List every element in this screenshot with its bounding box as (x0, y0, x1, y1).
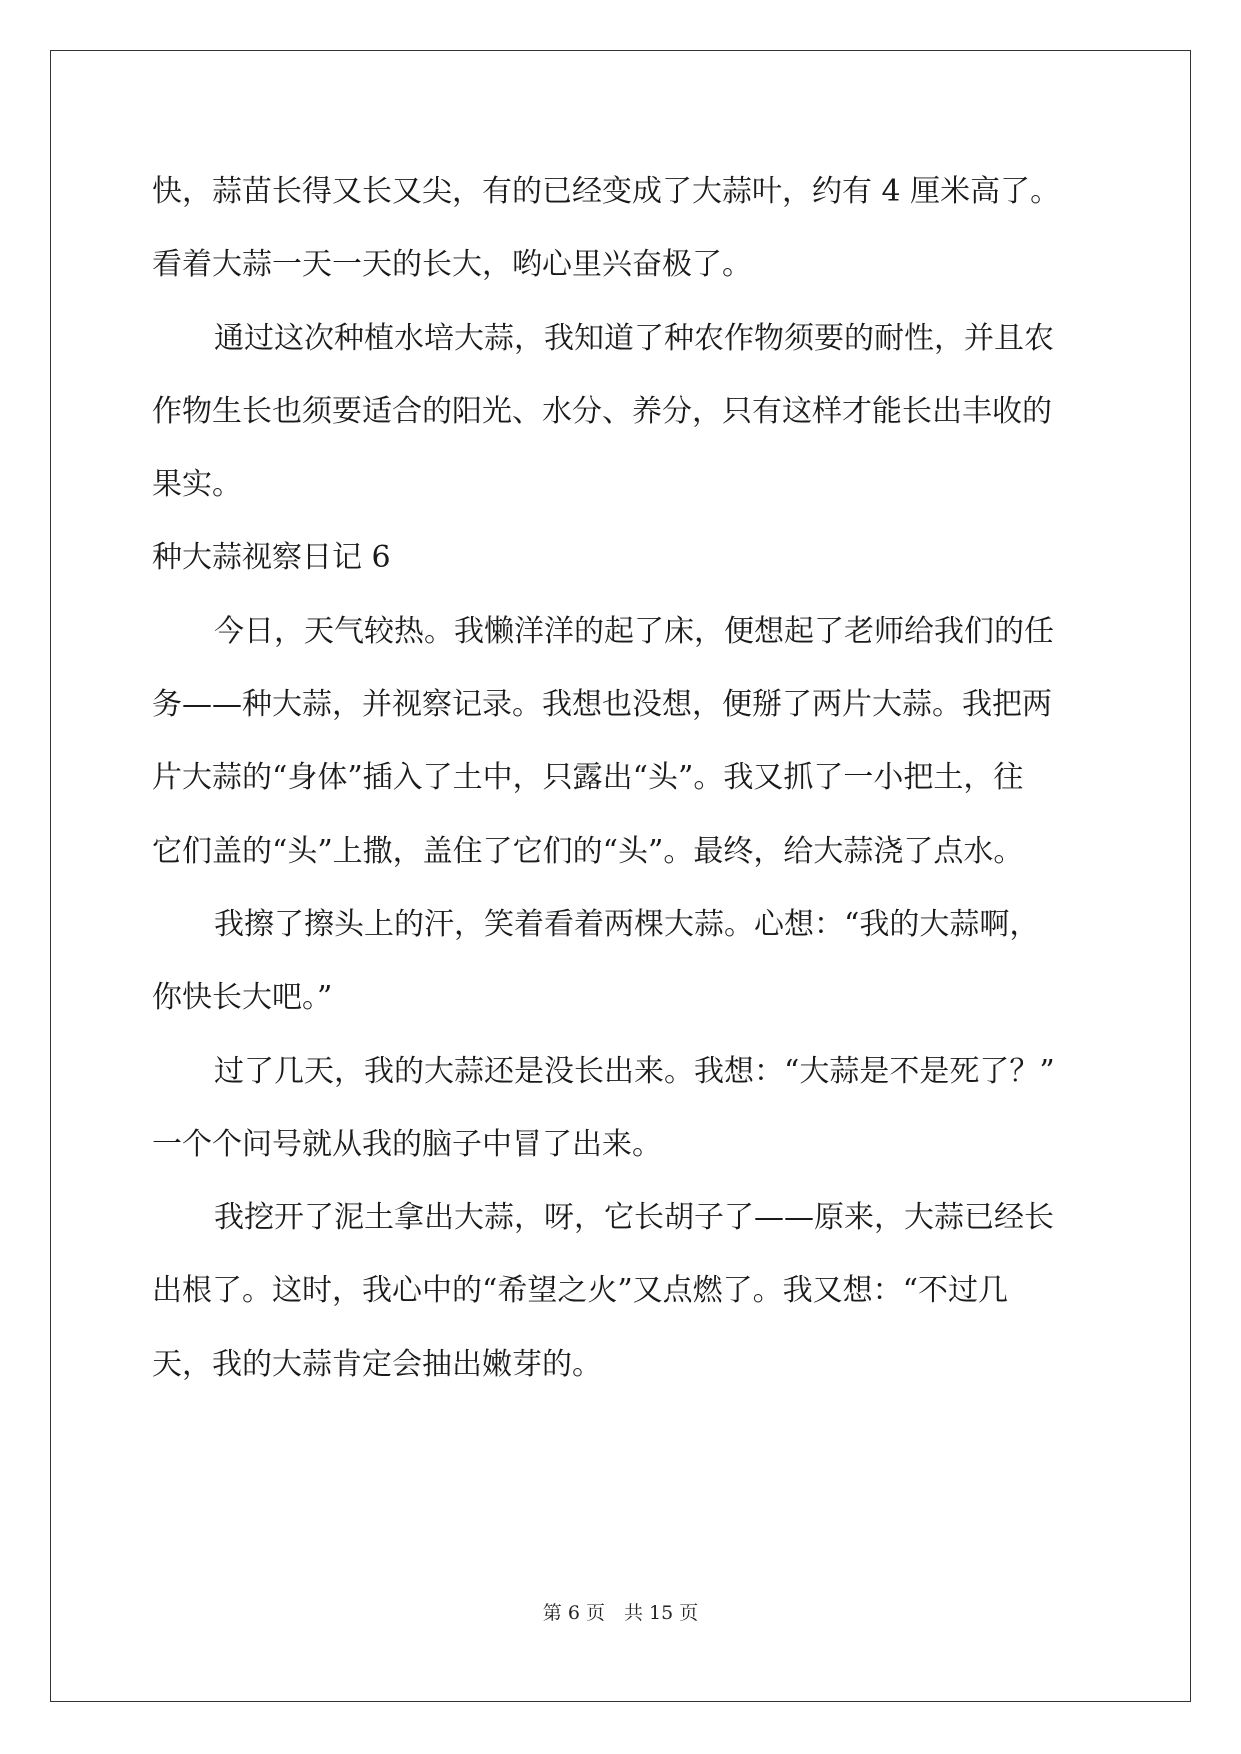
text-line: 作物生长也须要适合的阳光、水分、养分，只有这样才能长出丰收的 (152, 393, 1052, 429)
text-line: 看着大蒜一天一天的长大，哟心里兴奋极了。 (152, 247, 752, 283)
paragraph-start: 我擦了擦头上的汗，笑着看着两棵大蒜。心想：“我的大蒜啊， (214, 906, 1040, 942)
page-number-footer: 第 6 页 共 15 页 (542, 1602, 699, 1624)
text-line: 果实。 (152, 467, 242, 503)
document-body (152, 155, 1092, 1401)
paragraph-start: 通过这次种植水培大蒜，我知道了种农作物须要的耐性，并且农 (214, 320, 1054, 356)
section-heading: 种大蒜视察日记 6 (152, 540, 391, 576)
text-line: 快，蒜苗长得又长又尖，有的已经变成了大蒜叶，约有 4 厘米高了。 (152, 174, 1061, 209)
text-line: 天，我的大蒜肯定会抽出嫩芽的。 (152, 1346, 602, 1382)
text-line: 片大蒜的“身体”插入了土中，只露出“头”。我又抓了一小把土，往 (152, 760, 1024, 796)
paragraph-start: 今日，天气较热。我懒洋洋的起了床，便想起了老师给我们的任 (214, 613, 1054, 649)
text-line: 它们盖的“头”上撒，盖住了它们的“头”。最终，给大蒜浇了点水。 (152, 833, 1024, 869)
paragraph-start: 过了几天，我的大蒜还是没长出来。我想：“大蒜是不是死了？” (214, 1053, 1055, 1089)
text-line: 你快长大吧。” (152, 980, 333, 1016)
text-line: 一个个问号就从我的脑子中冒了出来。 (152, 1126, 662, 1162)
text-line: 务——种大蒜，并视察记录。我想也没想，便掰了两片大蒜。我把两 (152, 687, 1052, 723)
paragraph-start: 我挖开了泥土拿出大蒜，呀，它长胡子了——原来，大蒜已经长 (214, 1200, 1054, 1236)
text-line: 出根了。这时，我心中的“希望之火”又点燃了。我又想：“不过几 (152, 1273, 1009, 1309)
